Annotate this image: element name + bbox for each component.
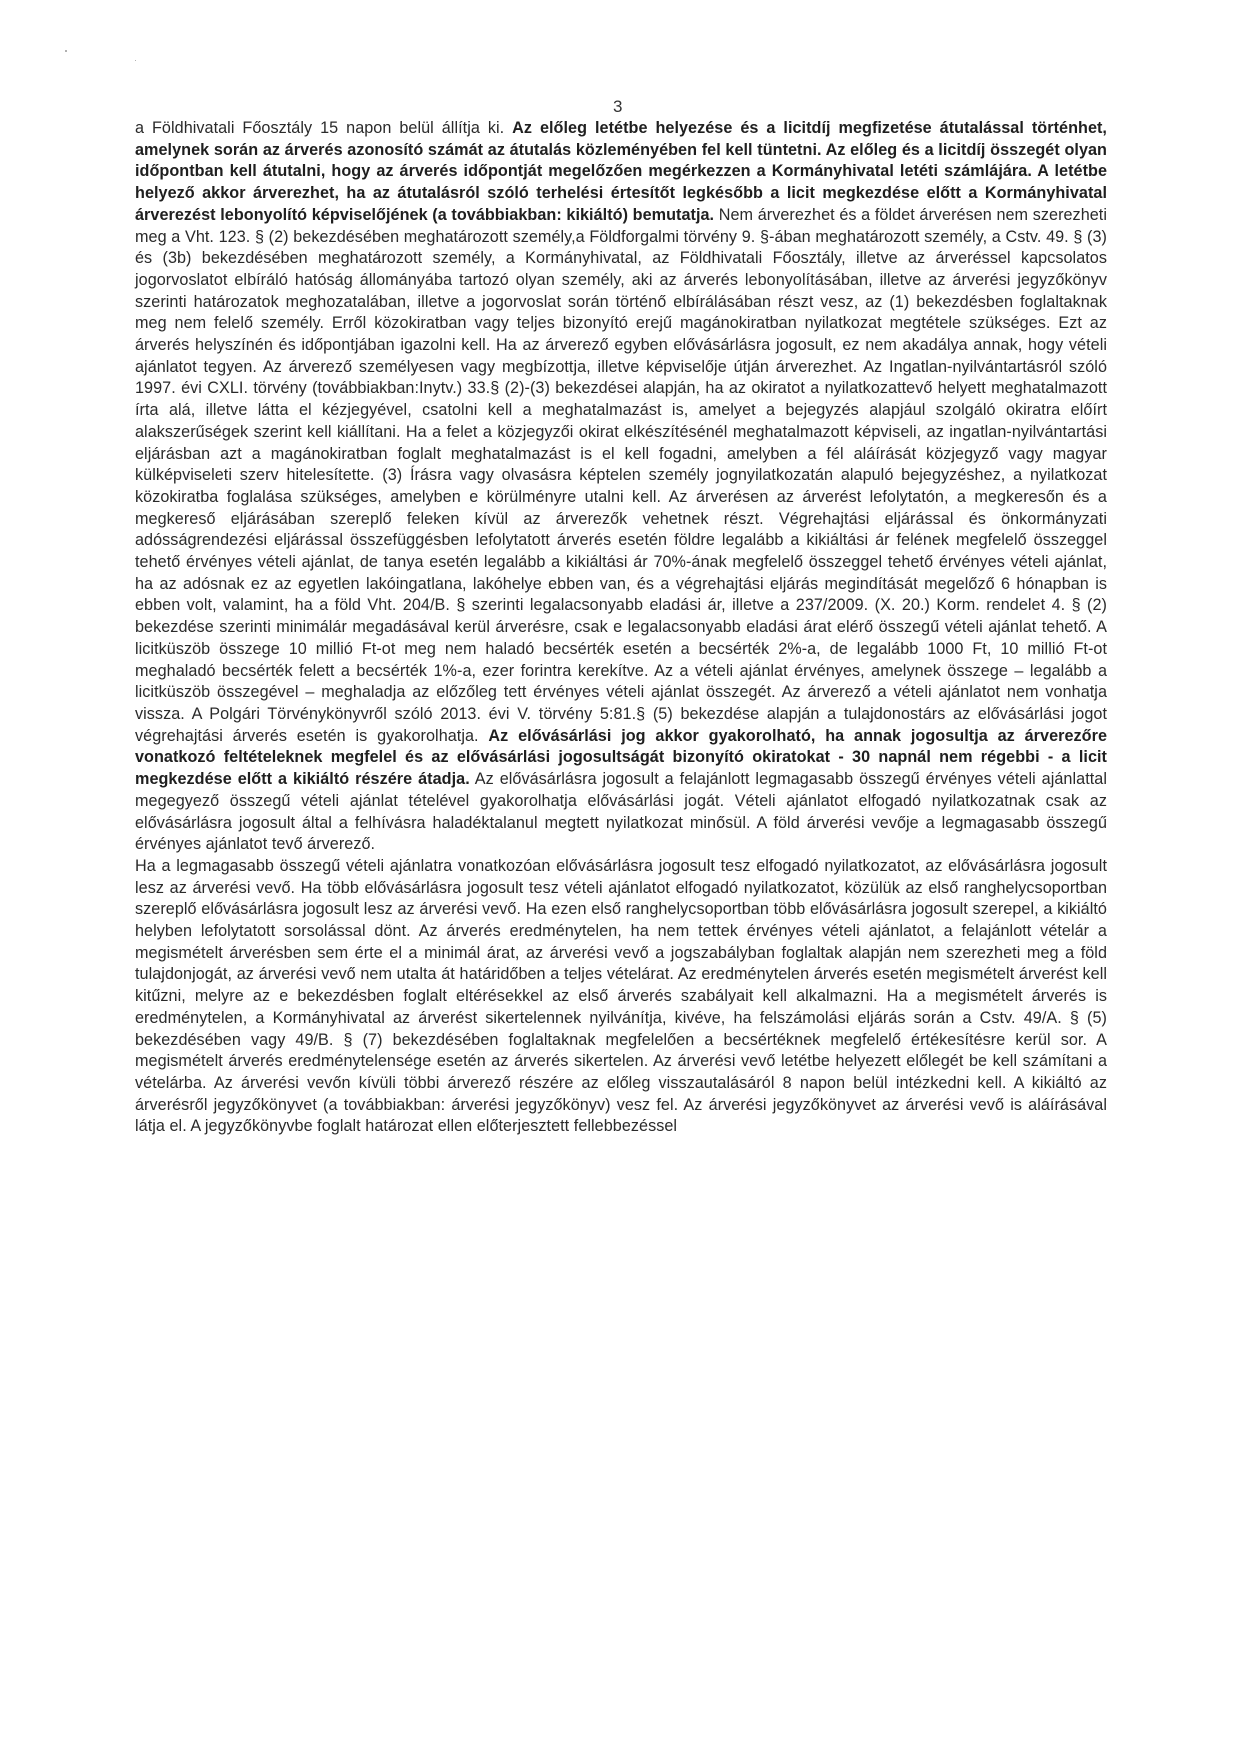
- paragraph: [135, 118, 1107, 856]
- document-body: [135, 118, 1107, 1138]
- text-run: Ha a legmagasabb összegű vételi ajánlatra vonatkozóan elővásárlásra jogosult tesz elfogadó nyilatkozatot, az elővásárlásra jogosult lesz az árverési vevő. Ha több elővásárlásra jogosult tesz vételi ajánlatot elfogadó nyilatkozatot, közülük az első ranghelycsoportban szereplő elővásárlásra jogosult lesz az árverési vevő. Ha ezen első ranghelycsoportban több elővásárlásra jogosult szerepel, a kikiáltó helyben lefolytatott sorsolással dönt. Az árverés eredménytelen, ha nem tettek érvényes vételi ajánlatot, a felajánlott vételár a megismételt árverésben sem érte el a minimál árat, az árverési vevő a jogszabályban foglaltak alapján nem szerezheti meg a föld tulajdonjogát, az árverési vevő nem utalta át határidőben a teljes vételárat. Az eredménytelen árverés esetén megismételt árverést kell kitűzni, melyre az e bekezdésben foglalt eltérésekkel az első árverés szabályait kell alkalmazni. Ha a megismételt árverés is eredménytelen, a Kormányhivatal az árverést sikertelennek nyilvánítja, kivéve, ha felszámolási eljárás során a Cstv. 49/A. § (5) bekezdésében vagy 49/B. § (7) bekezdésében foglaltaknak megfelelően a becsértéknek megfelelő értékesítésre kerül sor. A megismételt árverés eredménytelensége esetén az árverés sikertelen. Az árverési vevő letétbe helyezett előlegét be kell számítani a vételárba. Az árverési vevőn kívüli többi árverező részére az előleg visszautalásáról 8 napon belül intézkedni kell. A kikiáltó az árverésről jegyzőkönyvet (a továbbiakban: árverési jegyzőkönyv) vesz fel. Az árverési jegyzőkönyvet az árverési vevő is aláírásával látja el. A jegyzőkönyvbe foglalt határozat ellen előterjesztett fellebbezéssel: [135, 856, 1107, 1136]
- paragraph: [135, 856, 1107, 1138]
- text-run: Nem árverezhet és a földet árverésen nem szerezheti meg a Vht. 123. § (2) bekezdésében meghatározott személy,a Földforgalmi törvény 9. §-ában meghatározott személy, a Cstv. 49. § (3) és (3b) bekezdésében meghatározott személy, a Kormányhivatal, az Földhivatali Főosztály, illetve az árveréssel kapcsolatos jogorvoslatot elbíráló hatóság állományába tartozó olyan személy, aki az árverés lebonyolításában, illetve az árverési jegyzőkönyv szerinti határozatok meghozatalában, illetve a jogorvoslat során történő elbírálásában részt vesz, az (1) bekezdésben foglaltaknak meg nem felelő személy. Erről közokiratban vagy teljes bizonyító erejű magánokiratban nyilatkozat megtétele szükséges. Ezt az árverés helyszínén és időpontjában igazolni kell. Ha az árverező egyben elővásárlásra jogosult, ez nem akadálya annak, hogy vételi ajánlatot tegyen. Az árverező személyesen vagy megbízottja, illetve képviselője útján árverezhet. Az Ingatlan-nyilvántartásról szóló 1997. évi CXLI. törvény (továbbiakban:Inytv.) 33.§ (2)-(3) bekezdései alapján, ha az okiratot a nyilatkozattevő helyett meghatalmazott írta alá, illetve látta el kézjegyével, csatolni kell a meghatalmazást is, amelyet a bejegyzés alapjául szolgáló okiratra előírt alakszerűségek szerint kell kiállítani. Ha a felet a közjegyzői okirat elkészítésénél meghatalmazott képviseli, az ingatlan-nyilvántartási eljárásban azt a magánokiratban foglalt meghatalmazást is el kell fogadni, amelyben a fél aláírását közjegyző vagy magyar külképviseleti szerv hitelesítette. (3) Írásra vagy olvasásra képtelen személy jognyilatkozatán alapuló bejegyzéshez, a nyilatkozat közokiratba foglalása szükséges, amelyben e körülményre utalni kell. Az árverésen az árverést lefolytatón, a megkeresőn és a megkereső eljárásában szereplő feleken kívül az árverezők vehetnek részt. Végrehajtási eljárással és önkormányzati adósságrendezési eljárással összefüggésben lefolytatott árverés esetén földre legalább a kikiáltási ár felének megfelelő összeggel tehető érvényes vételi ajánlat, de tanya esetén legalább a kikiáltási ár 70%-ának megfelelő összeggel tehető érvényes vételi ajánlat, ha az adósnak ez az egyetlen lakóingatlana, lakóhelye ebben van, és a végrehajtási eljárás megindítását megelőző 6 hónapban is ebben volt, valamint, ha a föld Vht. 204/B. § szerinti legalacsonyabb eladási ár, illetve a 237/2009. (X. 20.) Korm. rendelet 4. § (2) bekezdése szerinti minimálár megadásával kerül árverésre, csak e legalacsonyabb eladási árat elérő összegű vételi ajánlat tehető. A licitküszöb összege 10 millió Ft-ot meg nem haladó becsérték esetén a becsérték 2%-a, de legalább 1000 Ft, 10 millió Ft-ot meghaladó becsérték felett a becsérték 1%-a, ezer forintra kerekítve. Az a vételi ajánlat érvényes, amelynek összege – legalább a licitküszöb összegével – meghaladja az előzőleg tett érvényes vételi ajánlat összegét. Az árverező a vételi ajánlatot nem vonhatja vissza. A Polgári Törvénykönyvről szóló 2013. évi V. törvény 5:81.§ (5) bekezdése alapján a tulajdonostárs az elővásárlási jogot végrehajtási árverés esetén is gyakorolhatja.: [135, 205, 1108, 745]
- text-run-bold: Az előleg letétbe helyezése és a licitdíj megfizetése átutalással történhet, amelynek során az árverés azonosító számát az átutalás közleményében fel kell tüntetni. Az előleg és a licitdíj összegét olyan időpontban kell átutalni, hogy az árverés időpontját megelőzően megérkezzen a Kormányhivatal letéti számlájára. A letétbe helyező akkor árverezhet, ha az átutalásról szóló terhelési értesítőt legkésőbb a licit megkezdése előtt a Kormányhivatal árverezést lebonyolító képviselőjének (a továbbiakban: kikiáltó) bemutatja.: [135, 119, 1107, 224]
- page-number: 3: [613, 97, 623, 116]
- text-run: a Földhivatali Főosztály 15 napon belül állítja ki.: [135, 119, 513, 137]
- scan-speck: [135, 60, 136, 61]
- text-run: Az elővásárlásra jogosult a felajánlott legmagasabb összegű érvényes vételi ajánlattal megegyező összegű vételi ajánlat tételével gyakorolhatja elővásárlási jogát. Vételi ajánlatot elfogadó nyilatkozatnak csak az elővásárlásra jogosult által a felhívásra haladéktalanul megtett nyilatkozat minősül. A föld árverési vevője a legmagasabb összegű érvényes ajánlatot tevő árverező.: [135, 770, 1107, 854]
- scan-speck: [65, 50, 67, 52]
- text-run-bold: Az elővásárlási jog akkor gyakorolható, ha annak jogosultja az árverezőre vonatkozó feltételeknek megfelel és az elővásárlási jogosultságát bizonyító okiratokat - 30 napnál nem régebbi - a licit megkezdése előtt a kikiáltó részére átadja.: [135, 726, 1108, 789]
